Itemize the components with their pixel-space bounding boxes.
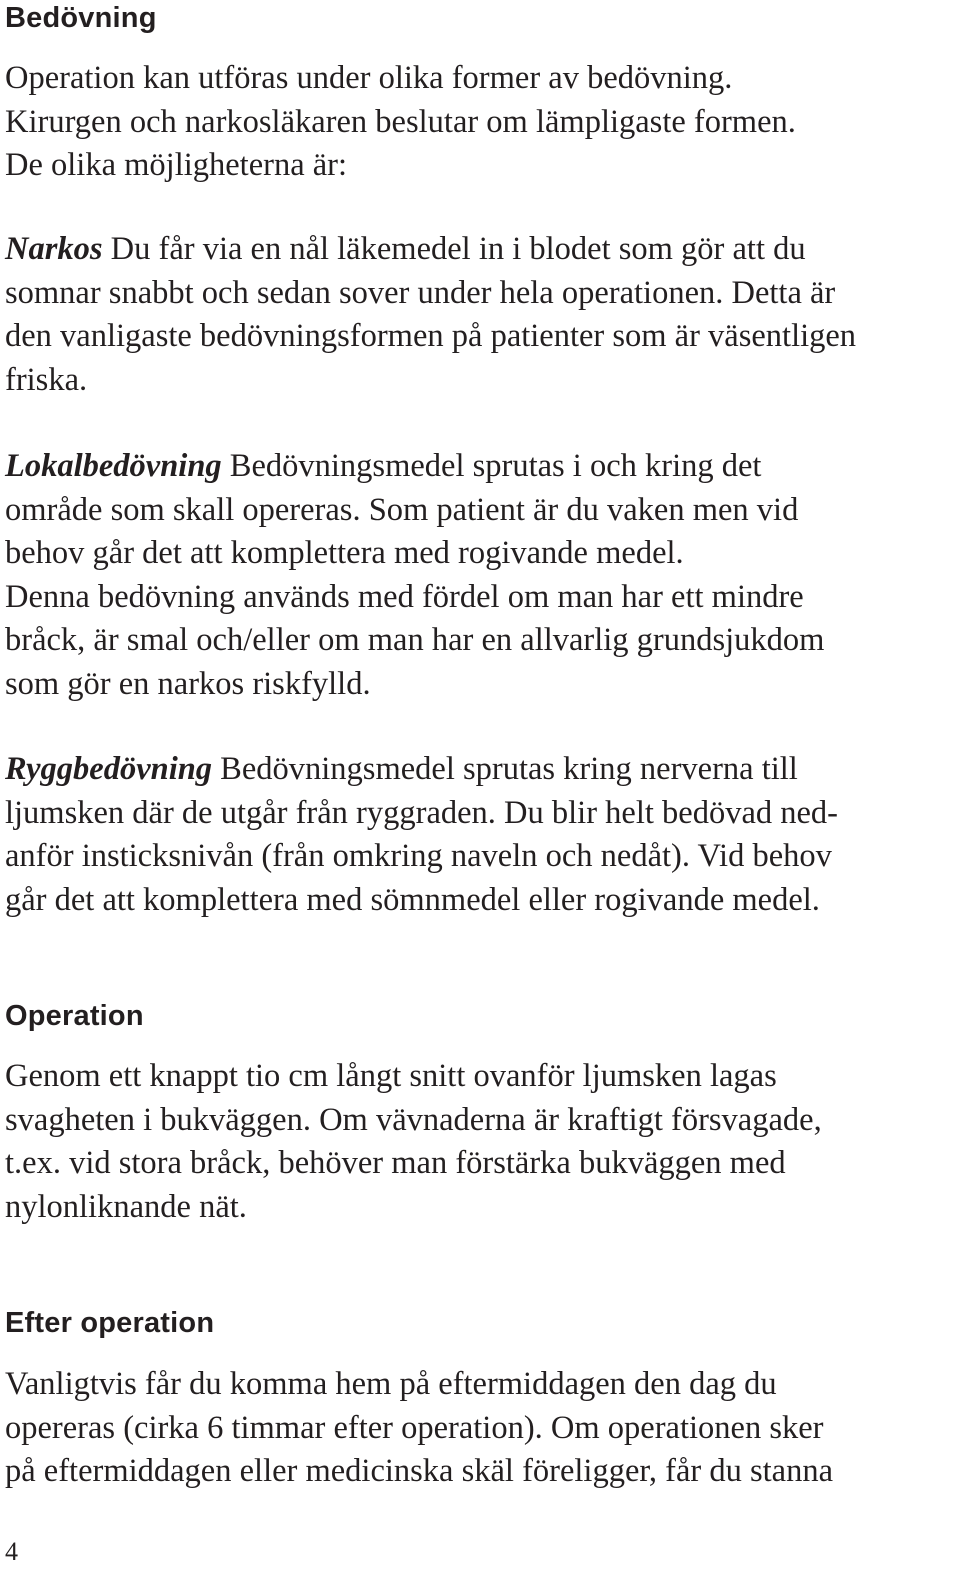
section-heading-operation: Operation <box>5 1000 144 1032</box>
section-heading-bedovning: Bedövning <box>5 2 157 34</box>
paragraph-narkos <box>5 228 856 402</box>
paragraph-ryggbedovning <box>5 748 838 922</box>
text-narkos: Du får via en nål läkemedel in i blodet som gör att du somnar snabbt och sedan sover under hela operationen. Detta är den vanligaste bedövningsformen på patienter som är väsentligen friska. <box>5 231 857 398</box>
paragraph-bedovning-intro: Operation kan utföras under olika former av bedövning. Kirurgen och narkosläkaren beslutar om lämpligaste formen. De olika möjligheterna är: <box>5 60 796 184</box>
paragraph-efter-operation: Vanligtvis får du komma hem på eftermiddagen den dag du opereras (cirka 6 timmar efter operation). Om operationen sker på eftermiddagen eller medicinska skäl föreligger, får du stanna <box>5 1366 834 1490</box>
page-number: 4 <box>5 1537 18 1566</box>
text-ryggbedovning: Bedövningsmedel sprutas kring nerverna till ljumsken där de utgår från ryggraden. Du blir helt bedövad ned- anför insticksnivån (från omkring naveln och nedåt). Vid behov går det att komplettera med sömnmedel eller rogivande medel. <box>5 751 838 918</box>
text-lokalbedovning: Bedövningsmedel sprutas i och kring det område som skall opereras. Som patient är du vaken men vid behov går det att komplettera med rogivande medel. Denna bedövning används med fördel om man har ett mindre bråck, är smal och/eller om man har en allvarlig grundsjukdom som gör en narkos riskfylld. <box>5 448 825 702</box>
term-ryggbedovning: Ryggbedövning <box>5 751 213 787</box>
paragraph-operation: Genom ett knappt tio cm långt snitt ovanför ljumsken lagas svagheten i bukväggen. Om vävnaderna är kraftigt försvagade, t.ex. vid stora bråck, behöver man förstärka bukväggen med nylonliknande nät. <box>5 1058 822 1225</box>
term-narkos: Narkos <box>5 231 103 267</box>
paragraph-lokalbedovning <box>5 445 824 707</box>
section-heading-efter-operation: Efter operation <box>5 1307 215 1339</box>
term-lokalbedovning: Lokalbedövning <box>5 448 222 484</box>
